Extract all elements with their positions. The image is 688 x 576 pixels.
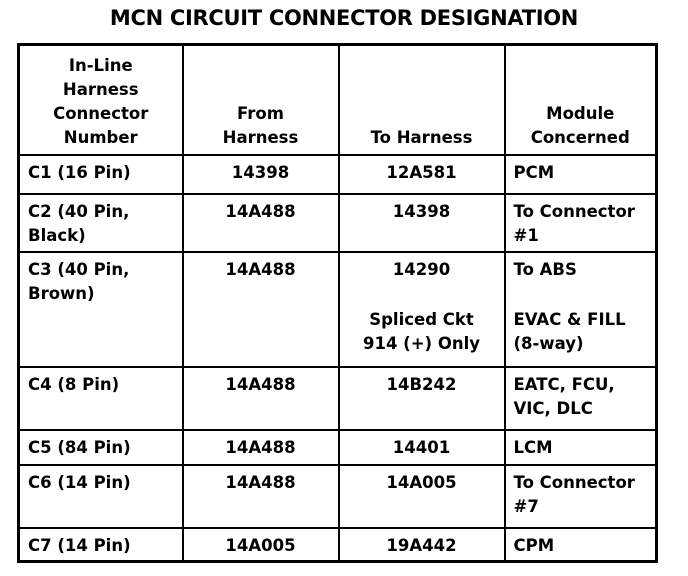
header-text: Concerned xyxy=(530,127,630,147)
cell-text: #1 xyxy=(513,225,539,245)
cell-text: EVAC & FILL xyxy=(513,309,626,329)
connector-cell xyxy=(19,367,183,430)
cell-text: Spliced Ckt xyxy=(369,309,474,329)
cell-spacer xyxy=(514,282,648,308)
document-title: MCN CIRCUIT CONNECTOR DESIGNATION xyxy=(109,6,579,30)
from-harness-cell xyxy=(183,465,339,528)
module-cell xyxy=(505,465,657,528)
header-text: Harness xyxy=(62,79,139,99)
cell-text: LCM xyxy=(513,437,553,457)
cell-text: PCM xyxy=(513,162,555,182)
cell-text: 19A442 xyxy=(386,535,457,555)
cell-text: Black) xyxy=(28,225,86,245)
cell-text: EATC, FCU, xyxy=(513,374,615,394)
header-text: To Harness xyxy=(370,127,473,147)
cell-text: C4 (8 Pin) xyxy=(28,374,120,394)
connector-cell xyxy=(19,252,183,367)
module-cell xyxy=(505,155,657,194)
connector-cell xyxy=(19,465,183,528)
cell-text: 14A488 xyxy=(225,374,296,394)
cell-text: Brown) xyxy=(28,283,95,303)
cell-text: 12A581 xyxy=(386,162,457,182)
table-row xyxy=(19,194,657,252)
to-harness-cell xyxy=(339,155,505,194)
cell-text: C1 (16 Pin) xyxy=(28,162,131,182)
cell-text: To ABS xyxy=(513,259,577,279)
cell-text: 14290 xyxy=(392,259,451,279)
module-cell xyxy=(505,252,657,367)
header-text: From xyxy=(237,103,284,123)
to-harness-cell xyxy=(339,252,505,367)
connector-table xyxy=(17,43,658,563)
cell-text: To Connector xyxy=(513,472,635,492)
connector-cell xyxy=(19,430,183,465)
table-row xyxy=(19,465,657,528)
module-cell xyxy=(505,528,657,562)
module-cell xyxy=(505,430,657,465)
cell-text: 14A488 xyxy=(225,437,296,457)
to-harness-cell xyxy=(339,367,505,430)
connector-cell xyxy=(19,155,183,194)
cell-text: CPM xyxy=(513,535,555,555)
to-harness-cell xyxy=(339,528,505,562)
cell-text: 14A005 xyxy=(386,472,457,492)
header-module-concerned xyxy=(505,45,657,155)
table-row xyxy=(19,252,657,367)
table-row xyxy=(19,430,657,465)
cell-text: 914 (+) Only xyxy=(362,333,481,353)
connector-cell xyxy=(19,194,183,252)
cell-text: 14401 xyxy=(392,437,451,457)
table-row xyxy=(19,528,657,562)
header-row xyxy=(19,45,657,155)
header-text: Connector xyxy=(53,103,149,123)
from-harness-cell xyxy=(183,155,339,194)
cell-text: C3 (40 Pin, xyxy=(28,259,130,279)
header-connector-number xyxy=(19,45,183,155)
to-harness-cell xyxy=(339,465,505,528)
header-text: Number xyxy=(63,127,138,147)
cell-spacer xyxy=(348,282,496,308)
from-harness-cell xyxy=(183,252,339,367)
cell-text: 14398 xyxy=(392,201,451,221)
table-row xyxy=(19,155,657,194)
header-from-harness xyxy=(183,45,339,155)
header-text: Module xyxy=(546,103,615,123)
from-harness-cell xyxy=(183,528,339,562)
header-text: Harness xyxy=(222,127,299,147)
cell-text: 14A488 xyxy=(225,472,296,492)
cell-text: C6 (14 Pin) xyxy=(28,472,131,492)
cell-text: #7 xyxy=(513,496,539,516)
cell-text: C5 (84 Pin) xyxy=(28,437,131,457)
to-harness-cell xyxy=(339,194,505,252)
cell-text: 14B242 xyxy=(386,374,457,394)
cell-text: C2 (40 Pin, xyxy=(28,201,130,221)
from-harness-cell xyxy=(183,194,339,252)
to-harness-cell xyxy=(339,430,505,465)
cell-text: C7 (14 Pin) xyxy=(28,535,131,555)
module-cell xyxy=(505,367,657,430)
cell-text: 14A488 xyxy=(225,259,296,279)
cell-text: 14A488 xyxy=(225,201,296,221)
module-cell xyxy=(505,194,657,252)
cell-text: (8-way) xyxy=(513,333,584,353)
cell-text: 14398 xyxy=(231,162,290,182)
table-row xyxy=(19,367,657,430)
from-harness-cell xyxy=(183,367,339,430)
connector-cell xyxy=(19,528,183,562)
from-harness-cell xyxy=(183,430,339,465)
cell-text: 14A005 xyxy=(225,535,296,555)
header-text: In-Line xyxy=(68,55,133,75)
cell-text: To Connector xyxy=(513,201,635,221)
cell-text: VIC, DLC xyxy=(513,398,593,418)
header-to-harness xyxy=(339,45,505,155)
